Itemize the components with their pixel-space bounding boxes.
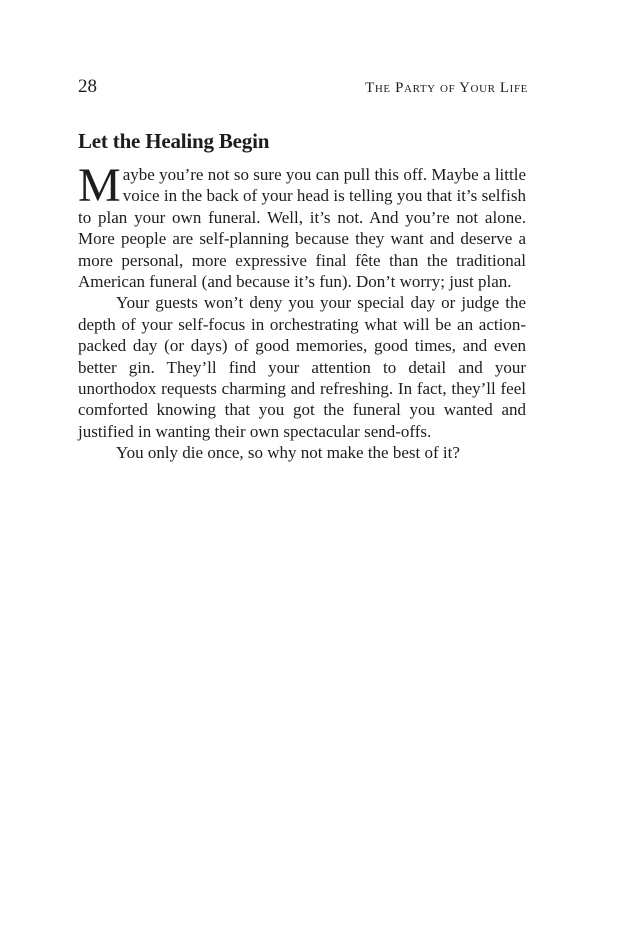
paragraph-3: You only die once, so why not make the best of it? <box>116 443 460 463</box>
page-number: 28 <box>78 76 97 97</box>
section-heading: Let the Healing Begin <box>78 129 270 153</box>
running-head: The Party of Your Life <box>365 80 528 96</box>
body-text <box>78 159 526 464</box>
paragraph-2: Your guests won’t deny you your special day or judge the depth of your self-focus in orchestrating what will be an action-packed day (or days) of good memories, good times, and even better gin. They’ll find your attention to detail and your unorthodox requests charming and refreshing. In fact, they’ll feel comforted knowing that you got the funeral you wanted and justified in wanting their own spectacular send-offs. <box>78 293 526 441</box>
paragraph-1 <box>78 159 526 292</box>
paragraph-1-text: aybe you’re not so sure you can pull this off. Maybe a little voice in the back of your head is telling you that it’s selfish to plan your own funeral. Well, it’s not. And you’re not alone. More people are self-planning because they want and deserve a more personal, more expressive final fête than the traditional American funeral (and because it’s fun). Don’t worry; just plan. <box>78 165 526 292</box>
drop-cap: M <box>78 159 121 212</box>
